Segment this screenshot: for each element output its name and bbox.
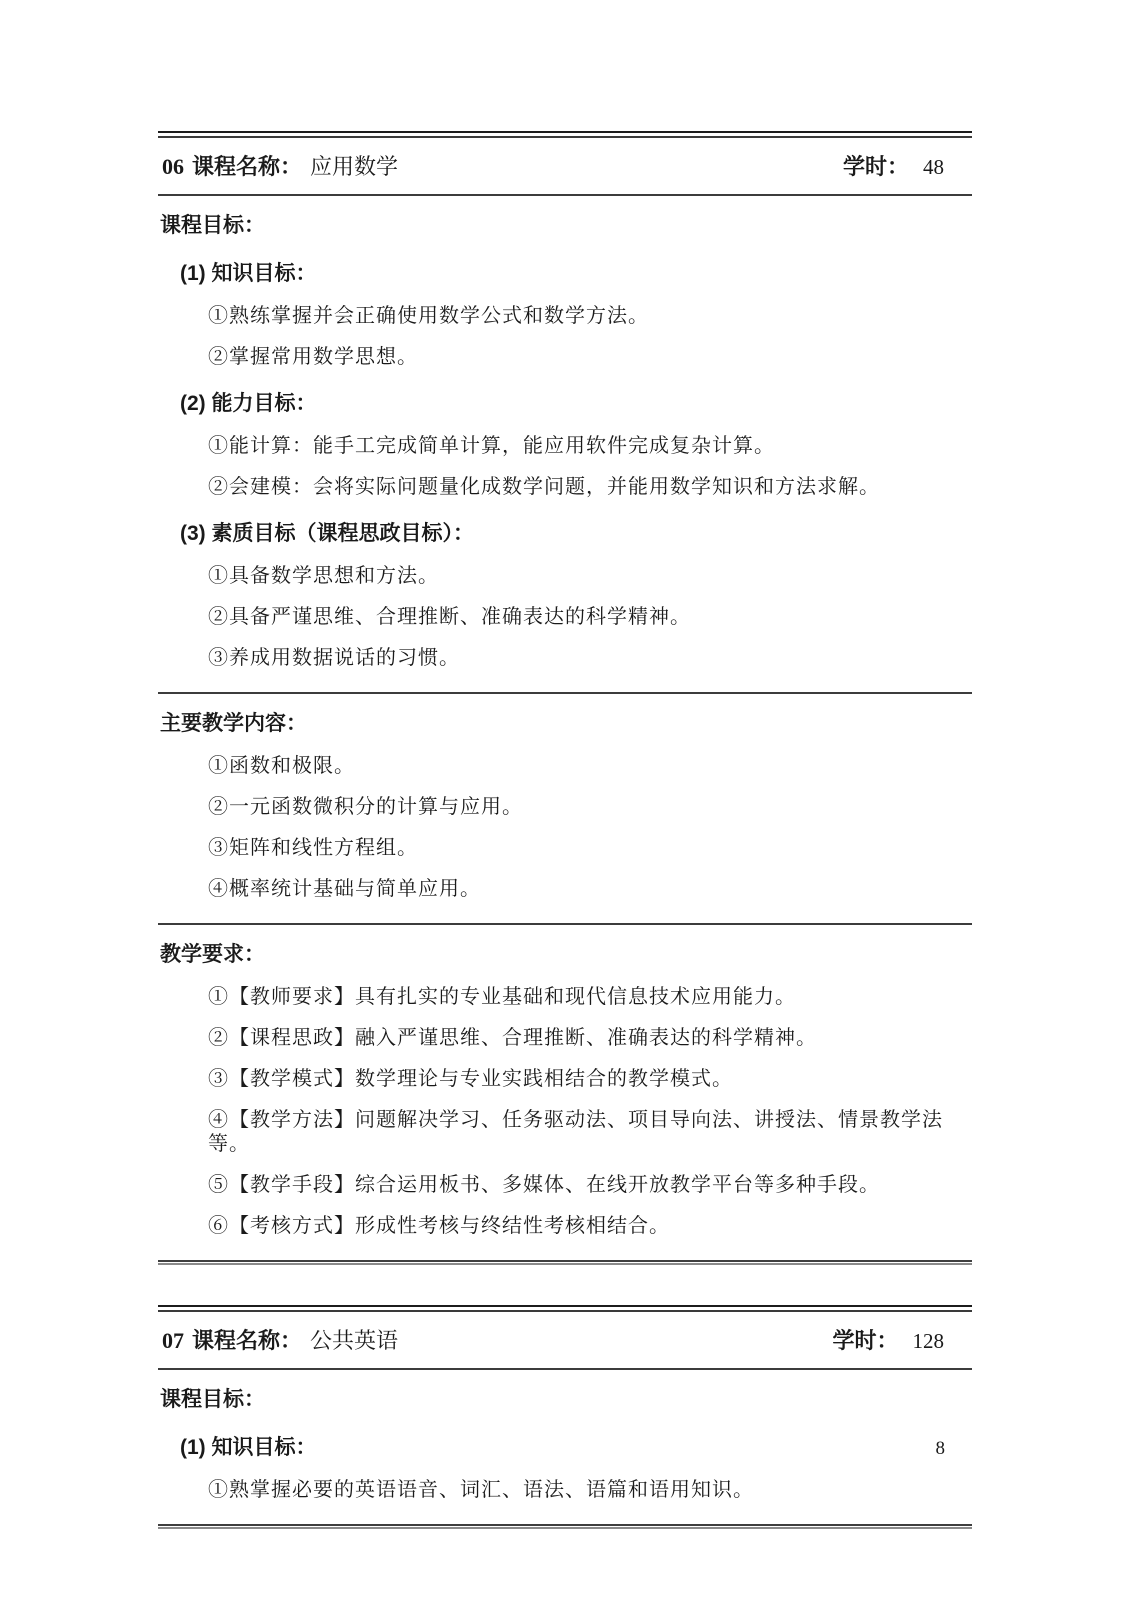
hours-value: 48	[923, 155, 944, 179]
course-number: 06	[162, 154, 184, 179]
requirement-item: ③【教学模式】数学理论与专业实践相结合的教学模式。	[208, 1068, 733, 1090]
goal-item: ①能计算：能手工完成简单计算，能应用软件完成复杂计算。	[208, 435, 775, 457]
goal-item: ①具备数学思想和方法。	[208, 565, 439, 587]
goals-heading: 课程目标：	[160, 214, 265, 237]
requirement-item: ②【课程思政】融入严谨思维、合理推断、准确表达的科学精神。	[208, 1027, 817, 1049]
goal-item: ③养成用数据说话的习惯。	[208, 647, 460, 669]
course-name-label: 课程名称：	[192, 154, 303, 179]
hours-label: 学时：	[832, 1328, 899, 1353]
course-name: 应用数学	[310, 154, 399, 179]
course-hours	[843, 150, 970, 181]
content-item: ②一元函数微积分的计算与应用。	[208, 796, 523, 818]
section-top-rule	[158, 131, 972, 138]
goal-item: ②具备严谨思维、合理推断、准确表达的科学精神。	[208, 606, 691, 628]
goal-item: ①熟掌握必要的英语语音、词汇、语法、语篇和语用知识。	[208, 1479, 754, 1501]
header-bottom-rule	[158, 194, 972, 196]
content-item: ④概率统计基础与简单应用。	[208, 878, 481, 900]
goal-item: ②掌握常用数学思想。	[208, 346, 418, 368]
course-name: 公共英语	[310, 1328, 399, 1353]
course-section-06	[158, 131, 972, 1265]
goal-group-heading: (2) 能力目标：	[180, 392, 317, 415]
section-divider-rule	[158, 692, 972, 694]
header-bottom-rule	[158, 1368, 972, 1370]
section-top-rule	[158, 1305, 972, 1312]
course-header	[158, 138, 972, 194]
goal-group-heading: (1) 知识目标：	[180, 1436, 317, 1459]
course-header	[158, 1312, 972, 1368]
section-end-rule	[158, 1260, 972, 1265]
requirement-item: ⑥【考核方式】形成性考核与终结性考核相结合。	[208, 1215, 670, 1237]
requirement-item: ①【教师要求】具有扎实的专业基础和现代信息技术应用能力。	[208, 986, 796, 1008]
course-hours	[832, 1324, 970, 1355]
goals-heading: 课程目标：	[160, 1388, 265, 1411]
requirement-item: ④【教学方法】问题解决学习、任务驱动法、项目导向法、讲授法、情景教学法等。	[208, 1109, 943, 1155]
goal-group-heading: (3) 素质目标（课程思政目标）：	[180, 522, 474, 545]
section-divider-rule	[158, 923, 972, 925]
course-title	[162, 1324, 398, 1355]
hours-value: 128	[912, 1329, 944, 1353]
goal-item: ①熟练掌握并会正确使用数学公式和数学方法。	[208, 305, 649, 327]
course-name-label: 课程名称：	[192, 1328, 303, 1353]
course-title	[162, 150, 398, 181]
hours-label: 学时：	[842, 154, 909, 179]
goal-item: ②会建模：会将实际问题量化成数学问题，并能用数学知识和方法求解。	[208, 476, 880, 498]
requirements-heading: 教学要求：	[160, 943, 265, 966]
course-section-07	[158, 1305, 972, 1529]
page-number: 8	[935, 1438, 945, 1459]
goal-group-heading: (1) 知识目标：	[180, 262, 317, 285]
content-item: ①函数和极限。	[208, 755, 355, 777]
page-content	[158, 131, 972, 1529]
requirement-item: ⑤【教学手段】综合运用板书、多媒体、在线开放教学平台等多种手段。	[208, 1174, 880, 1196]
content-item: ③矩阵和线性方程组。	[208, 837, 418, 859]
course-number: 07	[162, 1328, 184, 1353]
page-break-rule	[158, 1524, 972, 1529]
content-heading: 主要教学内容：	[160, 712, 307, 735]
